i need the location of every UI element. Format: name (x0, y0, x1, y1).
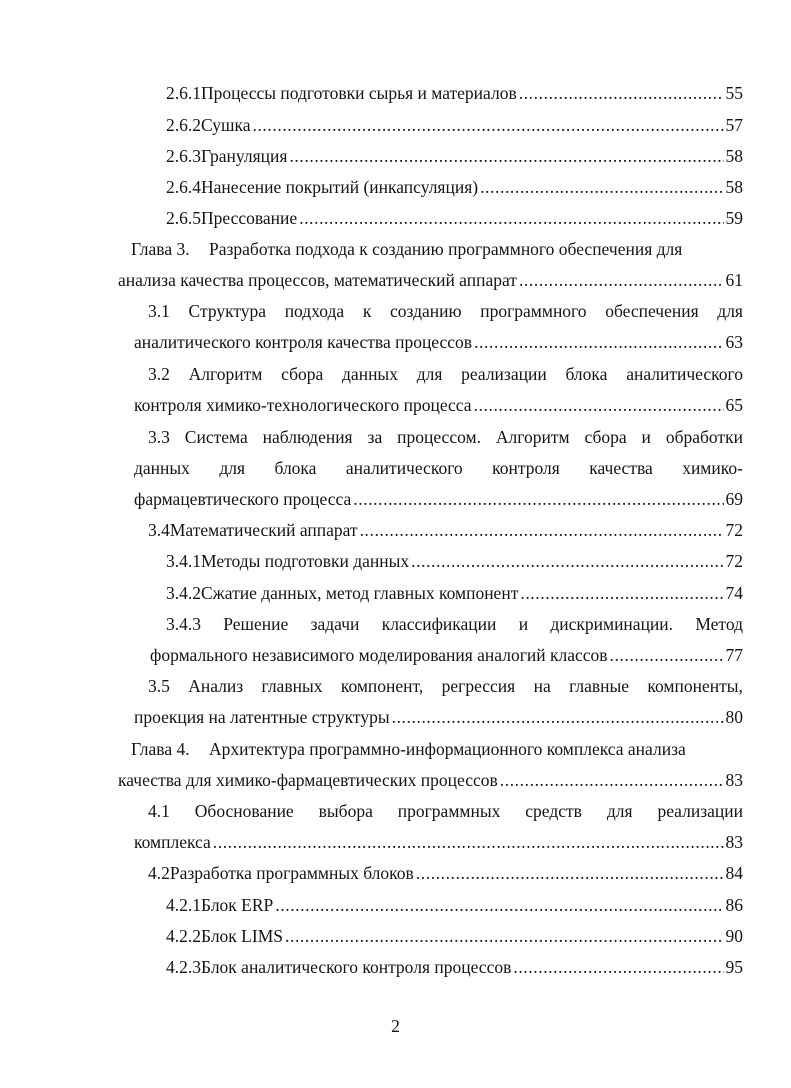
toc-word: программного (480, 301, 587, 321)
toc-number: 2.6.5 (166, 208, 201, 228)
toc-word: для (219, 458, 246, 478)
toc-number: 4.2.2 (166, 926, 201, 946)
toc-title: формального независимого моделирования аналогий классов (150, 645, 608, 665)
toc-word: Структура (188, 301, 267, 321)
toc-word: средств (525, 801, 582, 821)
toc-chapter-4-line2[interactable] (118, 769, 743, 791)
toc-number: 2.6.4 (166, 177, 201, 197)
toc-title: Разработка программных блоков (169, 863, 414, 883)
toc-title: проекция на латентные структуры (134, 707, 390, 727)
toc-word: программных (397, 801, 501, 821)
toc-word: Система (184, 427, 248, 447)
toc-word: задачи (310, 614, 360, 634)
toc-title: Методы подготовки данных (201, 551, 410, 571)
toc-title: Процессы подготовки сырья и материалов (201, 83, 517, 103)
toc-page: 59 (725, 208, 743, 228)
toc-title: Грануляция (201, 146, 288, 166)
toc-page: 90 (725, 926, 743, 946)
dot-leader (275, 894, 723, 916)
toc-word: созданию (390, 301, 462, 321)
toc-word: главных (261, 676, 323, 696)
toc-word: к (362, 301, 372, 321)
toc-page: 80 (725, 707, 743, 727)
dot-leader (285, 925, 724, 947)
toc-page: 61 (725, 270, 743, 290)
toc-number: 2.6.3 (166, 146, 201, 166)
toc-word: выбора (318, 801, 373, 821)
dot-leader (474, 331, 723, 353)
toc-chapter-label: Глава 3. (131, 239, 190, 259)
toc-word: Обоснование (194, 801, 294, 821)
toc-word: Алгоритм (188, 364, 263, 384)
toc-number: 3.2 (148, 364, 170, 384)
toc-word: блока (274, 458, 317, 478)
toc-number: 3.4 (148, 520, 170, 540)
toc-word: классификации (381, 614, 497, 634)
toc-number: 3.3 (148, 427, 170, 447)
dot-leader (520, 582, 723, 604)
toc-page: 55 (725, 83, 743, 103)
toc-word: реализации (657, 801, 743, 821)
toc-word: регрессия (441, 676, 516, 696)
toc-chapter-3-line2[interactable] (118, 269, 743, 291)
toc-word: компоненты, (647, 676, 743, 696)
toc-page: 57 (725, 115, 743, 135)
toc-chapter-4-line1[interactable] (131, 738, 743, 760)
toc-entry-2-6-5[interactable] (166, 207, 743, 229)
toc-page: 77 (725, 645, 743, 665)
toc-title: анализа качества процессов, математический аппарат (118, 270, 517, 290)
dot-leader (500, 769, 724, 791)
toc-entry-4-2-1[interactable] (166, 894, 743, 916)
toc-word: аналитического (626, 364, 743, 384)
toc-word: дискриминации. (550, 614, 674, 634)
toc-number: 4.2 (148, 863, 170, 883)
toc-title: комплекса (134, 832, 211, 852)
toc-page: 74 (725, 583, 743, 603)
toc-entry-4-1-line1[interactable] (148, 800, 743, 822)
toc-entry-2-6-3[interactable] (166, 145, 743, 167)
toc-word: сбора (584, 427, 627, 447)
toc-entry-3-4-3-line1[interactable] (166, 613, 743, 635)
toc-word: процессом. (397, 427, 481, 447)
toc-word: для (416, 364, 443, 384)
dot-leader (360, 519, 724, 541)
toc-title: Сжатие данных, метод главных компонент (201, 583, 519, 603)
dot-leader (513, 956, 723, 978)
toc-entry-4-2[interactable] (148, 862, 743, 884)
toc-entry-3-2-line2[interactable] (134, 394, 743, 416)
toc-page: 86 (725, 895, 743, 915)
toc-title: Математический аппарат (169, 520, 358, 540)
toc-word: реализации (461, 364, 547, 384)
toc-page: 72 (725, 520, 743, 540)
toc-entry-3-4-3-line2[interactable] (150, 644, 743, 666)
toc-word: качества (589, 458, 653, 478)
dot-leader (411, 550, 723, 572)
toc-number: 2.6.2 (166, 115, 201, 135)
toc-word: главные (569, 676, 630, 696)
toc-page: 58 (725, 177, 743, 197)
toc-word: и (518, 614, 529, 634)
toc-entry-4-2-2[interactable] (166, 925, 743, 947)
toc-entry-3-4-1[interactable] (166, 550, 743, 572)
toc-page: 83 (725, 832, 743, 852)
toc-chapter-label: Глава 4. (131, 739, 190, 759)
toc-entry-3-3-line2[interactable] (134, 457, 743, 479)
toc-word: контроля (492, 458, 560, 478)
toc-word: обработки (665, 427, 743, 447)
toc-title: Прессование (201, 208, 298, 228)
dot-leader (416, 862, 724, 884)
toc-entry-2-6-1[interactable] (166, 82, 743, 104)
toc-title: Блок аналитического контроля процессов (201, 957, 512, 977)
toc-title: фармацевтического процесса (134, 489, 352, 509)
toc-entry-3-3-line3[interactable] (134, 488, 743, 510)
toc-title: Сушка (201, 115, 251, 135)
dot-leader (213, 831, 724, 853)
toc-entry-3-5-line2[interactable] (134, 706, 743, 728)
toc-entry-2-6-4[interactable] (166, 176, 743, 198)
toc-number: 4.2.1 (166, 895, 201, 915)
toc-word: блока (565, 364, 608, 384)
toc-title: Блок LIMS (201, 926, 283, 946)
toc-word: и (641, 427, 651, 447)
toc-word: сбора (281, 364, 324, 384)
toc-number: 3.4.1 (166, 551, 201, 571)
toc-title: Разработка подхода к созданию программного обеспечения для (209, 239, 683, 259)
toc-page: 65 (725, 395, 743, 415)
toc-number: 3.5 (148, 676, 170, 696)
toc-title: Блок ERP (201, 895, 274, 915)
toc-number: 4.1 (148, 801, 170, 821)
toc-number: 2.6.1 (166, 83, 201, 103)
toc-word: Метод (695, 614, 743, 634)
toc-entry-3-4-2[interactable] (166, 582, 743, 604)
dot-leader (474, 394, 724, 416)
toc-word: данных (134, 458, 190, 478)
toc-word: за (367, 427, 383, 447)
dot-leader (353, 488, 723, 510)
toc-entry-2-6-2[interactable] (166, 114, 743, 136)
toc-page: 72 (725, 551, 743, 571)
toc-page: 83 (725, 770, 743, 790)
toc-number: 3.1 (148, 301, 170, 321)
toc-page: 84 (725, 863, 743, 883)
dot-leader (289, 145, 723, 167)
toc-word: для (717, 301, 743, 321)
toc-title: качества для химико-фармацевтических процессов (118, 770, 498, 790)
toc-entry-4-2-3[interactable] (166, 956, 743, 978)
toc-page: 69 (725, 489, 743, 509)
dot-leader (299, 207, 723, 229)
toc-entry-3-3-line1[interactable] (148, 426, 743, 448)
toc-title: аналитического контроля качества процессов (134, 332, 473, 352)
toc-word: Алгоритм (495, 427, 570, 447)
dot-leader (519, 82, 724, 104)
toc-entry-3-5-line1[interactable] (148, 675, 743, 697)
dot-leader (392, 706, 724, 728)
toc-page: 63 (725, 332, 743, 352)
toc-word: обеспечения (605, 301, 699, 321)
toc-entry-4-1-line2[interactable] (134, 831, 743, 853)
toc-page: 95 (725, 957, 743, 977)
dot-leader (610, 644, 724, 666)
page-number: 2 (391, 1016, 400, 1036)
toc-chapter-3-line1[interactable] (131, 238, 743, 260)
toc-word: подхода (284, 301, 345, 321)
dot-leader (480, 176, 723, 198)
toc-word: Анализ (188, 676, 244, 696)
toc-page: 58 (725, 146, 743, 166)
toc-word: на (533, 676, 551, 696)
dot-leader (519, 269, 724, 291)
toc-word: аналитического (345, 458, 463, 478)
toc-number: 3.4.2 (166, 583, 201, 603)
toc-title: Архитектура программно-информационного комплекса анализа (209, 739, 686, 759)
toc-word: химико- (682, 458, 743, 478)
toc-entry-3-1-line2[interactable] (134, 331, 743, 353)
toc-word: наблюдения (262, 427, 353, 447)
toc-number: 4.2.3 (166, 957, 201, 977)
dot-leader (252, 114, 723, 136)
toc-word: Решение (223, 614, 289, 634)
toc-title: Нанесение покрытий (инкапсуляция) (201, 177, 479, 197)
toc-word: для (606, 801, 633, 821)
toc-word: данных (342, 364, 398, 384)
toc-entry-3-2-line1[interactable] (148, 363, 743, 385)
toc-word: компонент, (340, 676, 424, 696)
toc-entry-3-4[interactable] (148, 519, 743, 541)
toc-title: контроля химико-технологического процесса (134, 395, 472, 415)
toc-entry-3-1-line1[interactable] (148, 300, 743, 322)
toc-number: 3.4.3 (166, 614, 201, 634)
